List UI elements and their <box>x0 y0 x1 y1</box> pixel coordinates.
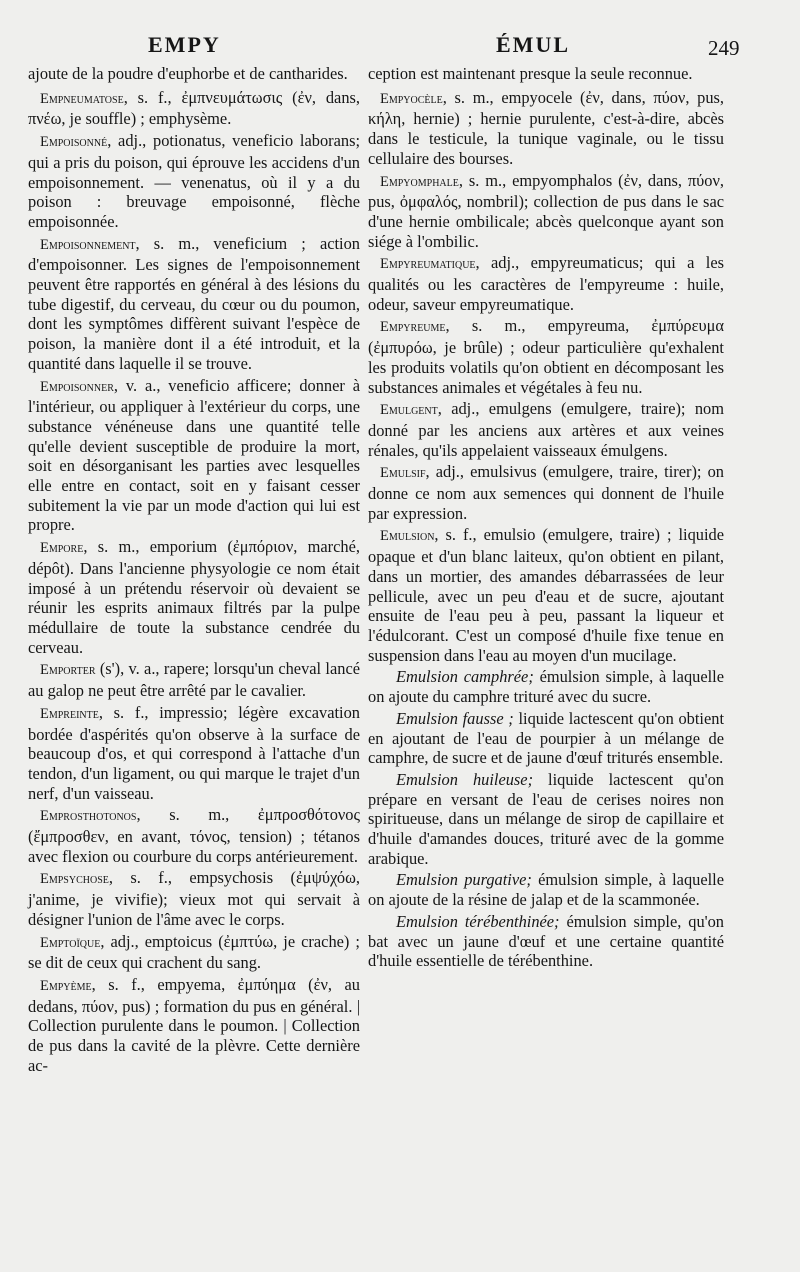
dictionary-entry <box>368 525 724 665</box>
entry-text: , s. m., empyreuma, ἐμπύρευμα (ἐμπυρόω, je brûle) ; odeur particulière qu'exhalent les produits volatils qu'on obtient en décomposant les substances animales et végétales à feu nu. <box>368 316 724 397</box>
sub-entry-title: Emulsion camphrée; <box>396 667 534 687</box>
headword: Emptoïque <box>40 934 101 951</box>
left-column <box>28 64 360 1077</box>
headword: Emporter <box>40 662 96 679</box>
entry-text: , s. m., empyomphalos (ἐν, dans, πύον, pus, ὀμφαλός, nombril); collection de pus dans le sac d'une hernie ombilicale; abcès quelconque ayant son siége à l'ombilic. <box>368 170 724 251</box>
sub-entry <box>368 709 724 768</box>
dictionary-entry <box>28 537 360 657</box>
dictionary-entry <box>368 399 724 460</box>
dictionary-entry <box>28 659 360 700</box>
headword: Emulgent <box>380 402 438 419</box>
dictionary-entry <box>28 64 360 86</box>
headword: Empreinte <box>40 705 99 722</box>
right-column <box>368 64 724 973</box>
entry-text: , s. f., empsychosis (ἐμψύχόω, j'anime, je vivifie); vieux mot qui servait à désigner l'union de l'âme avec le corps. <box>28 868 360 929</box>
headword: Empyreumatique <box>380 256 476 273</box>
headword: Empyème <box>40 977 92 994</box>
sub-entry <box>368 667 724 706</box>
header-center-word: ÉMUL <box>496 32 570 57</box>
dictionary-entry <box>28 234 360 374</box>
dictionary-entry <box>368 253 724 314</box>
sub-entry-text: liquide lactescent qu'on obtient en ajoutant de l'eau de pourpier à un mélange de camphre, de sucre et de jaune d'œuf triturés ensemble. <box>368 708 724 768</box>
headword: Empyocèle <box>380 90 443 107</box>
entry-text: , adj., emptoicus (ἐμπτύω, je crache) ; se dit de ceux qui crachent du sang. <box>28 931 360 973</box>
sub-entry-text: émulsion simple, à laquelle on ajoute du camphre trituré avec du sucre. <box>368 667 724 707</box>
headword: Emulsion <box>380 528 435 545</box>
entry-text: , adj., empyreumaticus; qui a les qualités ou les caractères de l'empyreume : huile, odeur, saveur empyreumatique. <box>368 253 724 314</box>
headword: Empoisonné <box>40 134 108 151</box>
entry-text: , s. m., emporium (ἐμπόριον, marché, dépôt). Dans l'ancienne physyologie ce nom était imposé à un prétendu réservoir où devaient se réunir les esprits animaux filtrés par la pulpe médullaire de toute la substance cendrée du cerveau. <box>28 537 360 657</box>
sub-entry <box>368 870 724 909</box>
entry-text: ajoute de la poudre d'euphorbe et de cantharides. <box>28 64 348 83</box>
entry-text: , s. f., empyema, ἐμπύημα (ἐν, au dedans, πύον, pus) ; formation du pus en général. | Collection purulente dans le poumon. | Collection de pus dans la cavité de la plèvre. Cette dernière ac- <box>28 974 360 1075</box>
sub-entry-text: émulsion simple, qu'on bat avec un jaune d'œuf et une certaine quantité d'huile essentielle de térébenthine. <box>368 911 724 971</box>
dictionary-entry <box>368 171 724 252</box>
entry-text: , s. f., emulsio (emulgere, traire) ; liquide opaque et d'un blanc laiteux, qu'on obtient en pilant, dans un mortier, des amandes débarrassées de leur pellicule, avec un peu d'eau et de sucre, ajoutant ensuite de l'eau peu à peu, passant la liqueur et l'édulcorant. C'est un composé d'huile fixe tenue en suspension dans l'eau au moyen d'un mucilage. <box>368 525 724 665</box>
page-number: 249 <box>708 36 740 60</box>
dictionary-entry <box>368 88 724 169</box>
sub-entry-text: émulsion simple, à laquelle on ajoute de la résine de jalap et de la scammonée. <box>368 870 724 910</box>
entry-text: , adj., potionatus, veneficio laborans; qui a pris du poison, qui éprouve les accidens d'un empoisonnement. — venenatus, où il y a du poison : breuvage empoisonné, flèche empoisonnée. <box>28 131 360 231</box>
dictionary-entry <box>28 88 360 129</box>
sub-entry-title: Emulsion fausse ; <box>396 708 514 728</box>
entry-text: (s'), v. a., rapere; lorsqu'un cheval lancé au galop ne peut être arrêté par le cavalier. <box>28 659 360 701</box>
entry-text: , s. f., ἐμπνευμάτωσις (ἐν, dans, πνέω, je souffle) ; emphysème. <box>28 87 360 129</box>
entry-text: , s. m., veneficium ; action d'empoisonner. Les signes de l'empoisonnement peuvent être rapportés en général à des lésions du tube digestif, du cerveau, du cœur ou du poumon, dont les symptômes diffèrent suivant l'espèce de poison, la manière dont il a été introduit, et la quantité dans laquelle il se trouve. <box>28 233 360 373</box>
headword: Empneumatose <box>40 90 124 107</box>
dictionary-entry <box>368 316 724 397</box>
entry-text: , s. m., empyocele (ἐν, dans, πύον, pus, κήλη, hernie) ; hernie purulente, c'est-à-dire, abcès dans le testicule, la tunique vaginale, ou le tissu cellulaire des bourses. <box>368 87 724 168</box>
headword: Empyomphale <box>380 173 459 190</box>
entry-text: , s. m., ἐμπροσθότονος (ἔμπροσθεν, en avant, τόνος, tension) ; tétanos avec flexion ou courbure du corps antérieurement. <box>28 805 360 866</box>
dictionary-entry <box>28 376 360 536</box>
headword: Empore <box>40 540 84 557</box>
entry-text: , adj., emulsivus (emulgere, traire, tirer); on donne ce nom aux semences qui donnent de l'huile par expression. <box>368 462 724 523</box>
sub-entry <box>368 912 724 971</box>
headword: Empoisonner <box>40 378 114 395</box>
headword: Empoisonnement <box>40 236 136 253</box>
entry-text: , adj., emulgens (emulgere, traire); nom donné par les anciens aux artères et aux veines rénales, qu'ils appelaient vaisseaux émulgens. <box>368 399 724 460</box>
dictionary-entry <box>28 868 360 929</box>
headword: Empsychose <box>40 871 109 888</box>
dictionary-entry <box>28 131 360 232</box>
entry-text: ception est maintenant presque la seule reconnue. <box>368 64 693 83</box>
dictionary-entry <box>28 932 360 973</box>
headword: Emprosthotonos <box>40 808 137 825</box>
headword: Empyreume <box>380 319 446 336</box>
sub-entry <box>368 770 724 869</box>
sub-entry-title: Emulsion térébenthinée; <box>396 911 560 931</box>
dictionary-entry <box>368 462 724 523</box>
entry-text: , v. a., veneficio afficere; donner à l'intérieur, ou appliquer à l'extérieur du corps, une substance vénéneuse dans une quantité telle qu'elle devient susceptible de produire la mort, soit en désorganisant les parties avec lesquelles elle entre en contact, soit en y faisant cesser subitement la vie par un mode d'action qui lui est propre. <box>28 375 360 535</box>
dictionary-entry <box>28 805 360 866</box>
headword: Emulsif <box>380 465 426 482</box>
entry-text: , s. f., impressio; légère excavation bordée d'aspérités qu'on observe à la surface de beaucoup d'os, et qui correspond à l'attache d'un tendon, d'un ligament, ou qui marque le trajet d'un nerf, d'un vaisseau. <box>28 702 360 803</box>
dictionary-entry <box>368 64 724 86</box>
dictionary-entry <box>28 703 360 804</box>
dictionary-entry <box>28 975 360 1076</box>
header-left-word: EMPY <box>148 32 221 57</box>
sub-entry-title: Emulsion purgative; <box>396 870 532 890</box>
sub-entry-text: liquide lactescent qu'on prépare en versant de l'eau de cerises noires non spiritueuse, dans un mélange de sirop de capillaire et d'huile d'amandes douces, trituré avec de la gomme arabique. <box>368 769 724 868</box>
sub-entry-title: Emulsion huileuse; <box>396 769 534 789</box>
